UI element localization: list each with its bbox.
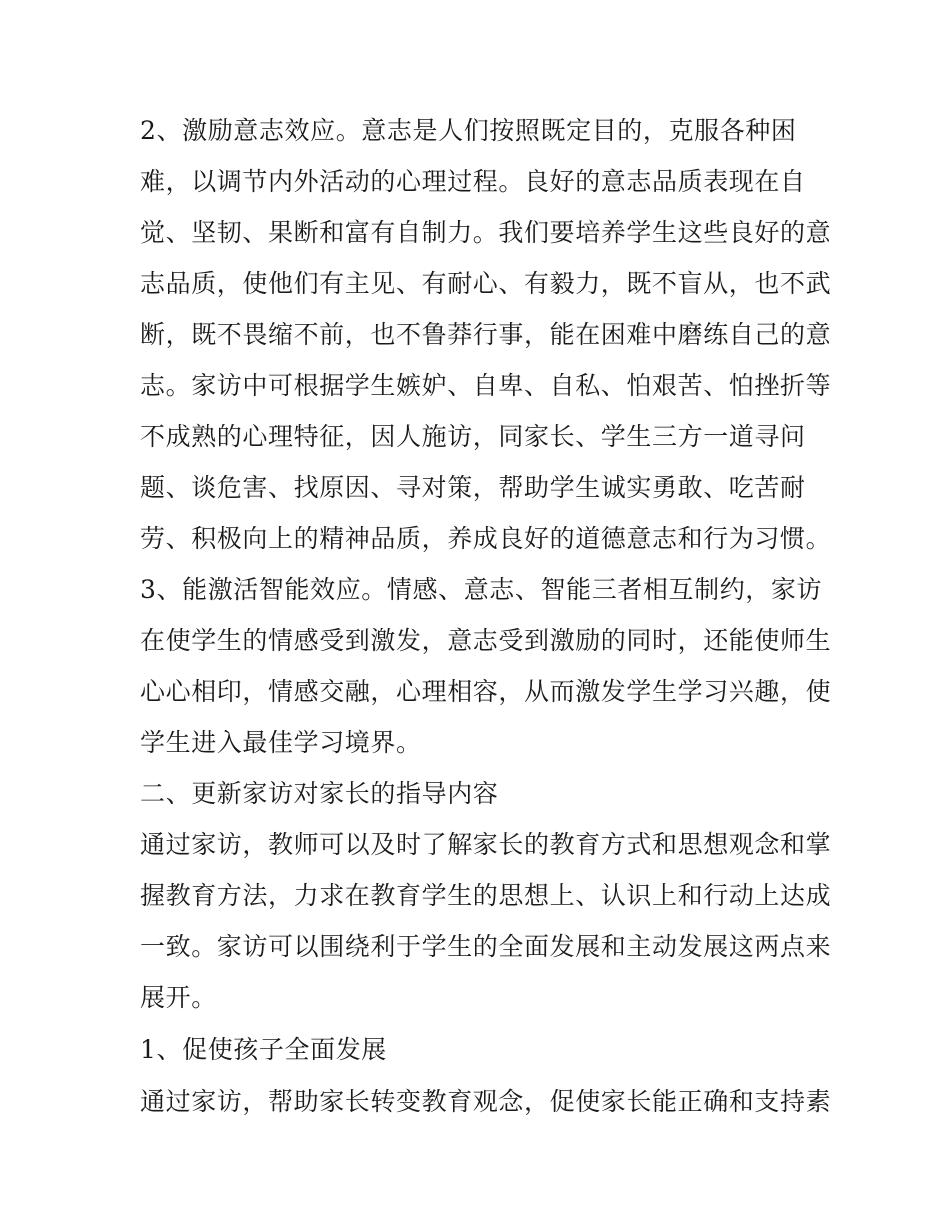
subsection-heading: 1、促使孩子全面发展 (140, 1035, 387, 1064)
section-heading: 二、更新家访对家长的指导内容 (140, 779, 499, 808)
text-line: 学生进入最佳学习境界。 (140, 728, 422, 757)
text-line: 断，既不畏缩不前，也不鲁莽行事，能在困难中磨练自己的意 (140, 320, 832, 349)
text-line: 题、谈危害、找原因、寻对策，帮助学生诚实勇敢、吃苦耐 (140, 473, 806, 502)
text-line: 心心相印，情感交融，心理相容，从而激发学生学习兴趣，使 (140, 677, 832, 706)
text-line: 劳、积极向上的精神品质，养成良好的道德意志和行为习惯。 (140, 524, 832, 553)
text-line: 通过家访，帮助家长转变教育观念，促使家长能正确和支持素 (140, 1087, 832, 1116)
text-line: 通过家访，教师可以及时了解家长的教育方式和思想观念和掌 (140, 830, 832, 859)
text-line: 不成熟的心理特征，因人施访，同家长、学生三方一道寻问 (140, 422, 806, 451)
text-line: 展开。 (140, 983, 217, 1012)
text-line: 握教育方法，力求在教育学生的思想上、认识上和行动上达成 (140, 881, 832, 910)
document-body (140, 109, 830, 1131)
text-line: 在使学生的情感受到激发，意志受到激励的同时，还能使师生 (140, 626, 832, 655)
text-line: 3、能激活智能效应。情感、意志、智能三者相互制约，家访 (140, 575, 823, 604)
text-line: 志品质，使他们有主见、有耐心、有毅力，既不盲从，也不武 (140, 269, 832, 298)
text-line: 2、激励意志效应。意志是人们按照既定目的，克服各种困 (140, 116, 797, 145)
text-line: 志。家访中可根据学生嫉妒、自卑、自私、怕艰苦、怕挫折等 (140, 371, 832, 400)
text-line: 难，以调节内外活动的心理过程。良好的意志品质表现在自 (140, 167, 806, 196)
text-line: 一致。家访可以围绕利于学生的全面发展和主动发展这两点来 (140, 932, 832, 961)
text-line: 觉、坚韧、果断和富有自制力。我们要培养学生这些良好的意 (140, 218, 832, 247)
